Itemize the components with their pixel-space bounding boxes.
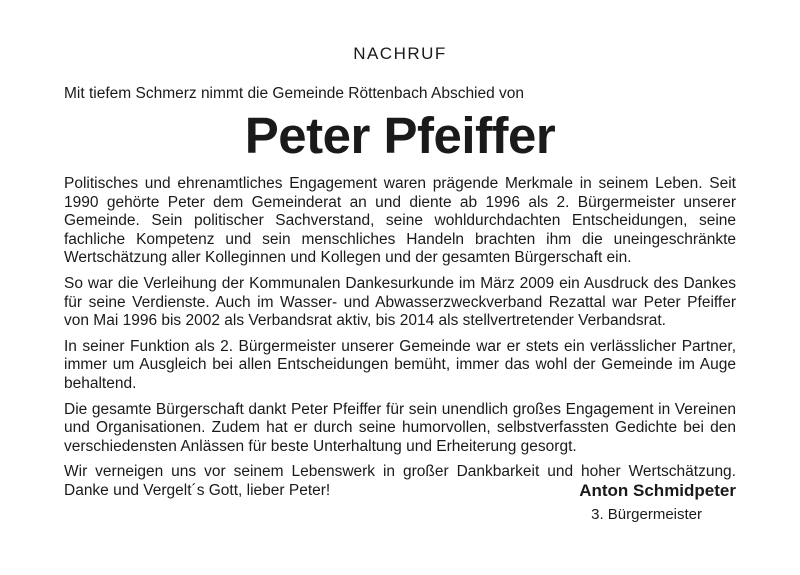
body-paragraph-5: Wir verneigen uns vor seinem Lebenswerk in großer Dankbarkeit und hoher Wertschätzung. Danke und Vergelt´s Gott, lieber Peter! [64,463,736,499]
body-paragraph-3: In seiner Funktion als 2. Bürgermeister unserer Gemeinde war er stets ein verlässlicher Partner, immer um Ausgleich bei allen Entscheidungen bemüht, immer das wohl der Gemeinde im Auge behaltend. [64,337,736,392]
body-paragraph-4: Die gesamte Bürgerschaft dankt Peter Pfeiffer für sein unendlich großes Engagement in Vereinen und Organisationen. Zudem hat er durch seine humorvollen, selbstverfassten Gedichte bei den verschiedensten Anlässen für beste Unterhaltung und Erheiterung gesorgt. [64,400,736,455]
deceased-name: Peter Pfeiffer [244,107,556,164]
notice-body [64,175,736,508]
signature-block [579,480,736,525]
signer-role: 3. Bürgermeister [591,506,702,523]
signer-name: Anton Schmidpeter [579,481,736,500]
notice-heading: NACHRUF [353,44,447,63]
body-paragraph-1: Politisches und ehrenamtliches Engagement waren prägende Merkmale in seinem Leben. Seit 1990 gehörte Peter dem Gemeinderat an und diente ab 1996 als 2. Bürgermeister unserer Gemeinde. Sein politischer Sachverstand, seine wohldurchdachten Entscheidungen, seine fachliche Kompetenz und sein menschliches Handeln brachten ihm die uneingeschränkte Wertschätzung aller Kolleginnen und Kollegen und der gesamten Bürgerschaft ein. [64,175,736,267]
body-paragraph-2: So war die Verleihung der Kommunalen Dankesurkunde im März 2009 ein Ausdruck des Dankes für seine Verdienste. Auch im Wasser- und Abwasserzweckverband Rezattal war Peter Pfeiffer von Mai 1996 bis 2002 als Verbandsrat aktiv, bis 2014 als stellvertretender Verbandsrat. [64,274,736,330]
intro-line: Mit tiefem Schmerz nimmt die Gemeinde Röttenbach Abschied von [64,85,525,102]
